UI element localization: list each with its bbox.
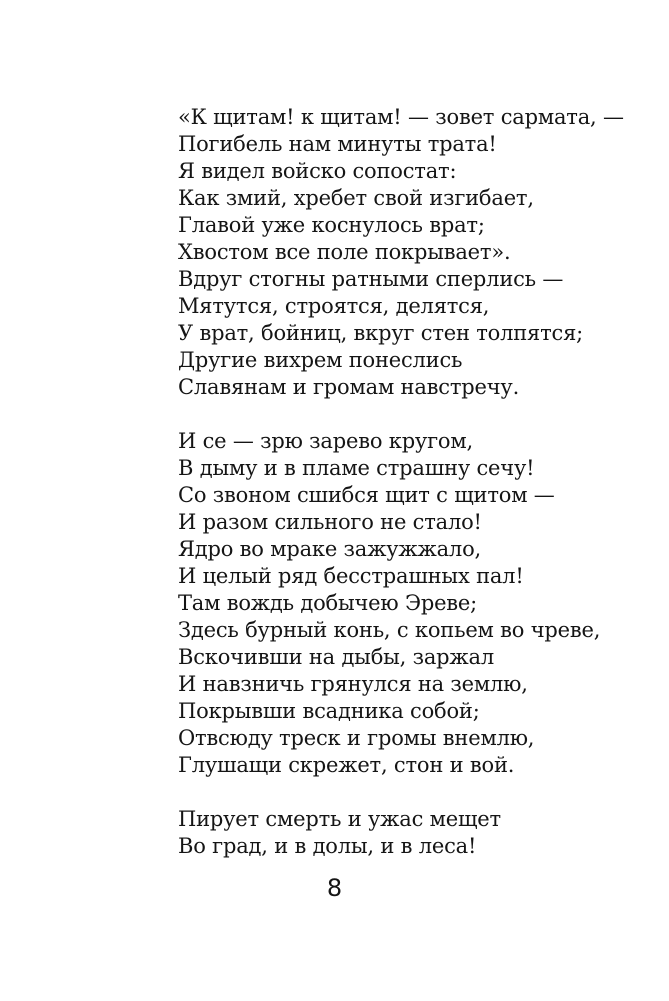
verse-line: Как змий, хребет свой изгибает, — [178, 186, 534, 210]
verse-line: Главой уже коснулось врат; — [178, 213, 485, 237]
stanza — [178, 428, 638, 779]
verse-line: И разом сильного не стало! — [178, 510, 482, 534]
verse-line: Мятутся, строятся, делятся, — [178, 294, 490, 318]
verse-line: Глушащи скрежет, стон и вой. — [178, 753, 515, 777]
verse-line: Другие вихрем понеслись — [178, 348, 463, 372]
verse-line: Там вождь добычею Эреве; — [178, 591, 478, 615]
verse-line: И целый ряд бесстрашных пал! — [178, 564, 524, 588]
verse-line: Пирует смерть и ужас мещет — [178, 807, 501, 831]
verse-line: Славянам и громам навстречу. — [178, 375, 520, 399]
verse-line: Во град, и в долы, и в леса! — [178, 834, 477, 858]
verse-line: «К щитам! к щитам! — зовет сармата, — — [178, 105, 624, 129]
verse-line: Вдруг стогны ратными сперлись — — [178, 267, 564, 291]
verse-line: Я видел войско сопостат: — [178, 159, 457, 183]
poem-text — [178, 104, 638, 887]
verse-line: И навзничь грянулся на землю, — [178, 672, 528, 696]
verse-line: Ядро во мраке зажужжало, — [178, 537, 481, 561]
verse-line: Со звоном сшибся щит с щитом — — [178, 483, 555, 507]
stanza — [178, 104, 638, 401]
verse-line: Здесь бурный конь, с копьем во чреве, — [178, 618, 601, 642]
verse-line: Покрывши всадника собой; — [178, 699, 480, 723]
verse-line: И се — зрю зарево кругом, — [178, 429, 473, 453]
stanza — [178, 806, 638, 860]
verse-line: Вскочивши на дыбы, заржал — [178, 645, 494, 669]
verse-line: Хвостом все поле покрывает». — [178, 240, 511, 264]
page-number: 8 — [326, 874, 343, 902]
verse-line: В дыму и в пламе страшну сечу! — [178, 456, 535, 480]
verse-line: Отвсюду треск и громы внемлю, — [178, 726, 535, 750]
verse-line: У врат, бойниц, вкруг стен толпятся; — [178, 321, 583, 345]
verse-line: Погибель нам минуты трата! — [178, 132, 497, 156]
